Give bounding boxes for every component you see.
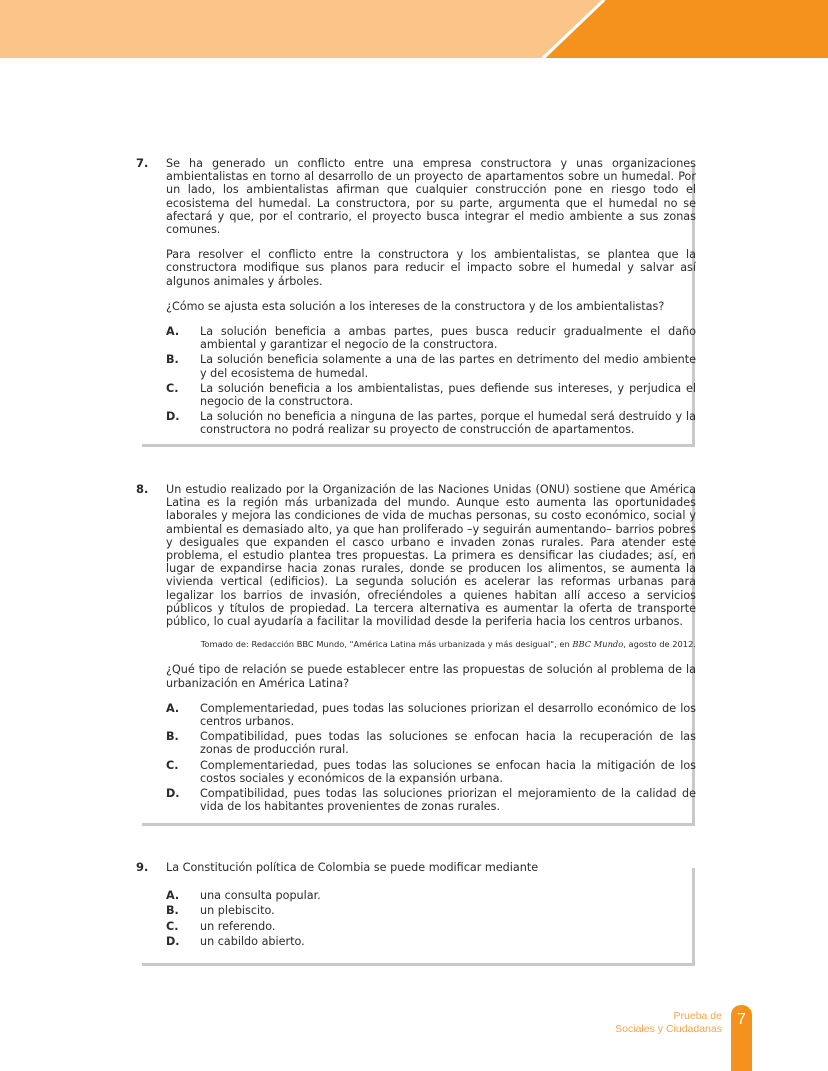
option-a[interactable] bbox=[166, 702, 696, 728]
option-letter: B. bbox=[166, 730, 179, 744]
option-d[interactable] bbox=[166, 410, 696, 436]
header-accent-shape bbox=[0, 0, 828, 58]
question-prompt: ¿Qué tipo de relación se puede establecer entre las propuestas de solución al problema de la urbanización en América Latina? bbox=[166, 663, 696, 690]
option-letter: C. bbox=[166, 381, 179, 395]
option-text: La solución beneficia a los ambientalistas, pues defiende sus intereses, y perjudica el negocio de la constructora. bbox=[200, 381, 696, 409]
option-text: Complementariedad, pues todas las soluciones priorizan el desarrollo económico de los centros urbanos. bbox=[200, 701, 696, 729]
answer-options bbox=[166, 889, 696, 948]
source-citation bbox=[166, 638, 696, 651]
option-d[interactable] bbox=[166, 787, 696, 813]
question-prompt: ¿Cómo se ajusta esta solución a los intereses de la constructora y de los ambientalistas? bbox=[166, 299, 665, 313]
option-c[interactable] bbox=[166, 759, 696, 785]
question-paragraph: Para resolver el conflicto entre la constructora y los ambientalistas, se plantea que la constructora modifique sus planos para reducir el impacto sobre el humedal y salvar así algunos animales y árboles. bbox=[166, 248, 696, 288]
option-letter: B. bbox=[166, 353, 179, 367]
answer-options bbox=[166, 702, 696, 814]
footer-line-2: Sociales y Ciudadanas bbox=[615, 1023, 722, 1035]
option-b[interactable] bbox=[166, 730, 696, 756]
option-text: un referendo. bbox=[200, 919, 276, 933]
question-prompt: La Constitución política de Colombia se puede modificar mediante bbox=[166, 861, 539, 874]
option-letter: D. bbox=[166, 787, 180, 801]
page-number-tab bbox=[731, 1005, 752, 1071]
option-text: La solución beneficia a ambas partes, pues busca reducir gradualmente el daño ambiental y garantizar el negocio de la constructora. bbox=[200, 325, 696, 352]
question-number: 8. bbox=[136, 482, 149, 496]
answer-options bbox=[166, 325, 696, 437]
option-text: Complementariedad, pues todas las soluciones se enfocan hacia la mitigación de los costos sociales y económicos de la expansión urbana. bbox=[200, 758, 696, 785]
question-8 bbox=[136, 483, 696, 815]
option-letter: C. bbox=[166, 758, 179, 772]
option-text: Compatibilidad, pues todas las soluciones priorizan el mejoramiento de la calidad de vida de los habitantes provenientes de zonas rurales. bbox=[200, 787, 696, 814]
page-number: 7 bbox=[737, 1011, 746, 1028]
source-suffix: , agosto de 2012. bbox=[623, 639, 696, 650]
option-letter: B. bbox=[166, 904, 179, 918]
option-a[interactable] bbox=[166, 889, 696, 902]
option-text: un cabildo abierto. bbox=[200, 934, 305, 948]
question-paragraph: Se ha generado un conflicto entre una empresa constructora y unas organizaciones ambientalistas en torno al desarrollo de un proyecto de apartamentos sobre un humedal. Por un lado, los ambientalistas afirman que cualquier construcción pone en riesgo todo el ecosistema del humedal. La constructora, por su parte, argumenta que el humedal no se afectará y que, por el contrario, el proyecto busca integrar el medio ambiente a sus zonas comunes. bbox=[166, 157, 696, 237]
question-paragraph: Un estudio realizado por la Organización de las Naciones Unidas (ONU) sostiene que América Latina es la región más urbanizada del mundo. Aunque esto aumenta las oportunidades laborales y mejora las condiciones de vida de muchas personas, su costo económico, social y ambiental es demasiado alto, ya que han proliferado –y seguirán aumentando– barrios pobres y desiguales que expanden el casco urbano e invaden zonas rurales. Para atender este problema, el estudio plantea tres propuestas. La primera es densificar las ciudades; así, en lugar de expandirse hacia zonas rurales, donde se producen los alimentos, se aumenta la vivienda vertical (edificios). La segunda solución es acelerar las reformas urbanas para legalizar los barrios de invasión, ofreciéndoles a quienes habitan allí acceso a servicios públicos y títulos de propiedad. La tercera alternativa es aumentar la oferta de transporte público, lo cual ayudaría a facilitar la movilidad desde la periferia hacia los centros urbanos. bbox=[166, 483, 696, 629]
option-text: una consulta popular. bbox=[200, 889, 321, 903]
option-letter: A. bbox=[166, 325, 180, 339]
source-publication: BBC Mundo bbox=[572, 639, 624, 650]
option-text: La solución beneficia solamente a una de las partes en detrimento del medio ambiente y del ecosistema de humedal. bbox=[200, 353, 696, 380]
option-text: La solución no beneficia a ninguna de las partes, porque el humedal será destruido y la constructora no podrá realizar su proyecto de construcción de apartamentos. bbox=[200, 410, 696, 437]
footer-test-name bbox=[615, 1010, 722, 1036]
option-b[interactable] bbox=[166, 353, 696, 379]
question-9 bbox=[136, 861, 696, 950]
option-a[interactable] bbox=[166, 325, 696, 351]
question-number: 7. bbox=[136, 156, 149, 170]
option-text: Compatibilidad, pues todas las soluciones se enfocan hacia la recuperación de las zonas de producción rural. bbox=[200, 730, 696, 757]
option-text: un plebiscito. bbox=[200, 904, 275, 918]
source-prefix: Tomado de: Redacción BBC Mundo, "América Latina más urbanizada y más desigual", en bbox=[200, 639, 573, 650]
option-letter: A. bbox=[166, 701, 180, 715]
option-letter: D. bbox=[166, 410, 180, 424]
option-letter: C. bbox=[166, 919, 179, 933]
question-7 bbox=[136, 157, 696, 439]
option-letter: A. bbox=[166, 889, 180, 903]
footer-line-1: Prueba de bbox=[673, 1010, 722, 1022]
option-c[interactable] bbox=[166, 920, 696, 933]
option-b[interactable] bbox=[166, 904, 696, 917]
option-c[interactable] bbox=[166, 382, 696, 408]
option-letter: D. bbox=[166, 934, 180, 948]
option-d[interactable] bbox=[166, 935, 696, 948]
question-number: 9. bbox=[136, 860, 149, 874]
